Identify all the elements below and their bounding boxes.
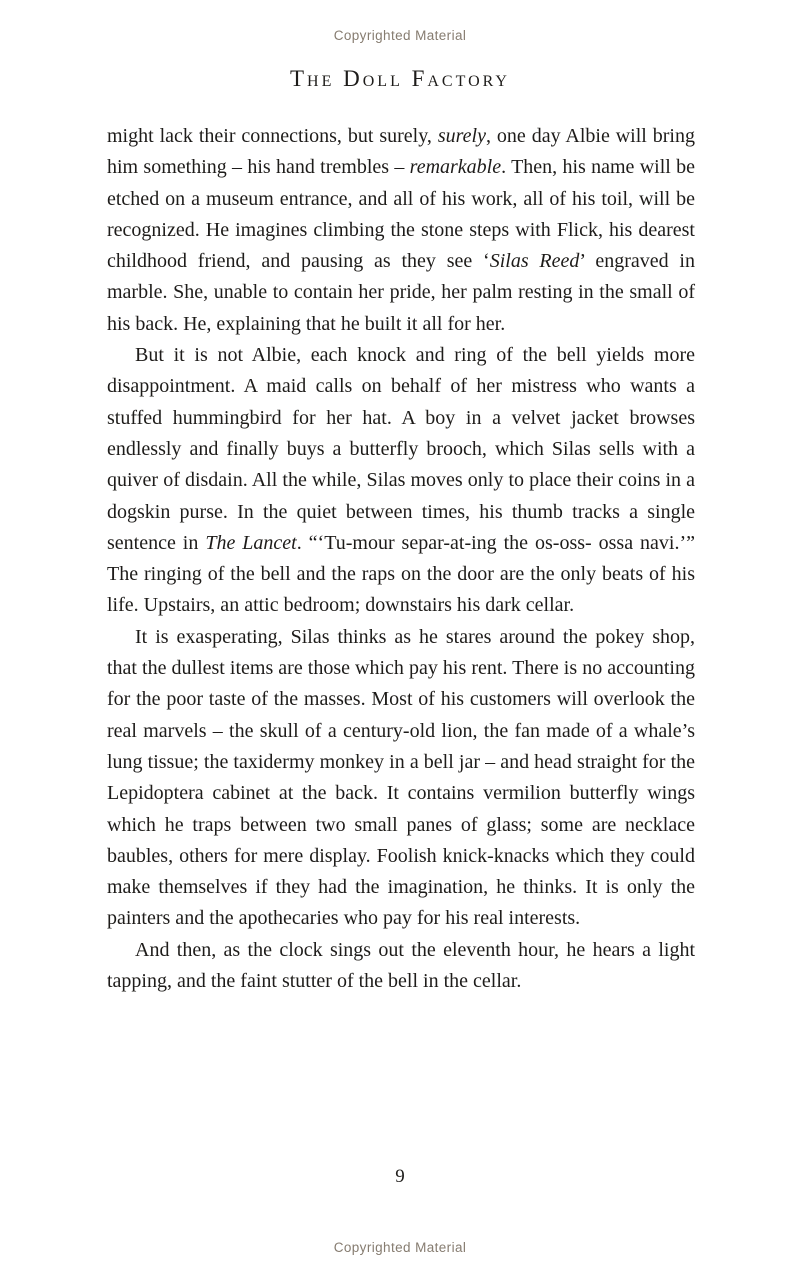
text-segment: But it is not Albie, each knock and ring of the bell yields more disappointment. A maid calls on behalf of her mistress who wants a stuffed hummingbird for her hat. A boy in a velvet jacket browses endlessly and finally buys a butterfly brooch, which Silas sells with a quiver of disdain. All the while, Silas moves only to place their coins in a dogskin purse. In the quiet between times, his thumb tracks a single sentence in (107, 344, 695, 554)
italic-text-segment: Silas Reed (489, 250, 580, 273)
text-segment: might lack their connections, but surely, (107, 125, 438, 147)
text-segment: And then, as the clock sings out the eleventh hour, he hears a light tapping, and the faint stutter of the bell in the cellar. (107, 938, 695, 993)
italic-text-segment: The Lancet (205, 531, 297, 554)
paragraph (107, 622, 695, 935)
paragraph (107, 935, 695, 998)
text-segment: ’ engraved in marble. She, unable to contain her pride, her palm resting in the small of his back. He, explaining that he built it all for her. (107, 250, 695, 335)
page-number: 9 (395, 1166, 405, 1187)
text-segment: It is exasperating, Silas thinks as he stares around the pokey shop, that the dullest items are those which pay his rent. There is no accounting for the poor taste of the masses. Most of his customers will overlook the real marvels – the skull of a century-old lion, the fan made of a whale’s lung tissue; the taxidermy monkey in a bell jar – and head straight for the Lepidoptera cabinet at the back. It contains vermilion butterfly wings which he traps between two small panes of glass; some are necklace baubles, others for mere display. Foolish knick-knacks which they could make themselves if they had the imagination, he thinks. It is only the painters and the apothecaries who pay for his real interests. (107, 625, 695, 930)
italic-text-segment: surely (437, 125, 486, 147)
italic-text-segment: remarkable (409, 156, 502, 179)
text-segment: , one day Albie will bring him something – his hand trembles – (107, 125, 695, 179)
paragraph (107, 340, 695, 622)
copyright-notice-bottom: Copyrighted Material (333, 1240, 467, 1255)
paragraph (107, 121, 695, 340)
body-text (107, 121, 695, 997)
book-title: The Doll Factory (290, 66, 510, 91)
copyright-notice-top: Copyrighted Material (333, 28, 467, 43)
text-segment: . Then, his name will be etched on a museum entrance, and all of his work, all of his toil, will be recognized. He imagines climbing the stone steps with Flick, his dearest childhood friend, and pausing as they see ‘ (107, 156, 696, 273)
text-segment: . “‘Tu-mour separ-at-ing the os-oss- ossa navi.’” The ringing of the bell and the raps on the door are the only beats of his life. Upstairs, an attic bedroom; downstairs his dark cellar. (107, 531, 696, 617)
